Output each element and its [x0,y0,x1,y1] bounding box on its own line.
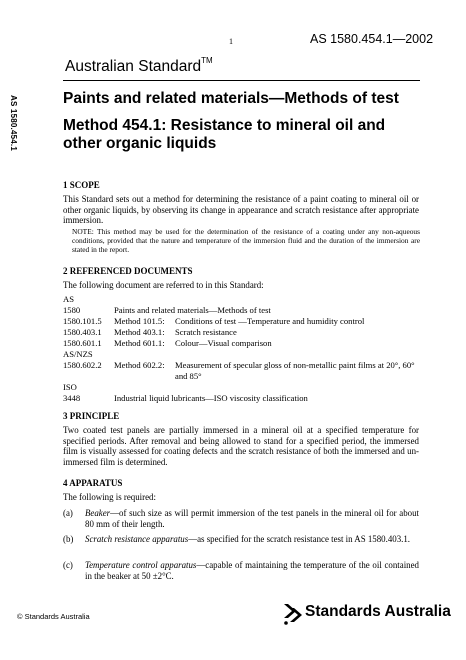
apparatus-intro: The following is required: [63,492,156,502]
page-number: 1 [229,37,233,46]
reference-group-iso: ISO [63,382,77,392]
reference-number: 1580.601.1 [63,338,102,348]
section-heading-references: 2 REFERENCED DOCUMENTS [63,266,193,276]
reference-group-as: AS [63,294,74,304]
section-heading-apparatus: 4 APPARATUS [63,478,123,488]
reference-description: Paints and related materials—Methods of test [114,305,271,315]
list-item-text [85,560,419,581]
method-heading: Method 454.1: Resistance to mineral oil and other organic liquids [63,117,386,152]
document-heading: Paints and related materials—Methods of test [63,90,399,107]
standard-title [65,58,213,76]
side-label [2,95,32,175]
list-item-label: (b) [63,534,74,544]
list-item-term: Temperature control apparatus [85,560,197,570]
standard-title-text: Australian Standard [65,58,202,76]
list-item-text [85,508,419,529]
list-item-body: —as specified for the scratch resistance test in AS 1580.403.1. [188,534,411,544]
list-item-body: —capable of maintaining the temperature of the oil contained in the beaker at 50 ±2°C. [85,560,419,581]
reference-method: Method 101.5: [114,316,165,326]
header-rule [63,80,420,81]
side-label-text: AS 1580.454.1 [9,95,18,151]
standards-australia-logo-icon [281,602,303,626]
list-item-label: (c) [63,560,73,570]
list-item-term: Scratch resistance apparatus [85,534,189,544]
reference-number: 1580 [63,305,81,315]
list-item-body: —of such size as will permit immersion of the test panels in the mineral oil for about 80 mm of their length. [85,508,419,529]
reference-method: Method 403.1: [114,327,165,337]
reference-method: Method 602.2: [114,360,165,370]
copyright-notice: © Standards Australia [17,612,90,621]
list-item-text [85,534,419,545]
scope-paragraph: This Standard sets out a method for determining the resistance of a paint coating to mineral oil or other organic liquids, by observing its change in appearance and scratch resistance after appropriate immersion. [63,194,419,226]
scope-note: NOTE: This method may be used for the determination of the resistance of a coating under any non-aqueous conditions, provided that the nature and temperature of the immersion fluid and the duration of the immersion are stated in the report. [72,227,420,254]
reference-number: 1580.403.1 [63,327,102,337]
reference-number: 1580.101.5 [63,316,102,326]
logo-text: Standards Australia [305,603,451,620]
reference-method: Method 601.1: [114,338,165,348]
reference-description: Measurement of specular gloss of non-metallic paint films at 20°, 60° and 85° [175,360,415,381]
reference-description: Industrial liquid lubricants—ISO viscosity classification [114,393,308,403]
section-heading-principle: 3 PRINCIPLE [63,411,120,421]
trademark-mark: TM [201,56,213,65]
reference-description: Scratch resistance [175,327,237,337]
reference-number: 3448 [63,393,81,403]
reference-group-asnzs: AS/NZS [63,349,93,359]
references-intro: The following document are referred to in this Standard: [63,280,264,290]
document-id: AS 1580.454.1—2002 [310,32,434,46]
reference-description: Conditions of test —Temperature and humidity control [175,316,365,326]
principle-paragraph: Two coated test panels are partially immersed in a mineral oil at a specified temperature for specified periods. After removal and being allowed to stand for a specified period, the immersed film is visually assessed for coating defects and the scratch resistance of both the immersed and un-immersed film is determined. [63,425,419,467]
section-heading-scope: 1 SCOPE [63,180,100,190]
reference-number: 1580.602.2 [63,360,102,370]
list-item-label: (a) [63,508,73,518]
list-item-term: Beaker [85,508,111,518]
reference-description: Colour—Visual comparison [175,338,272,348]
